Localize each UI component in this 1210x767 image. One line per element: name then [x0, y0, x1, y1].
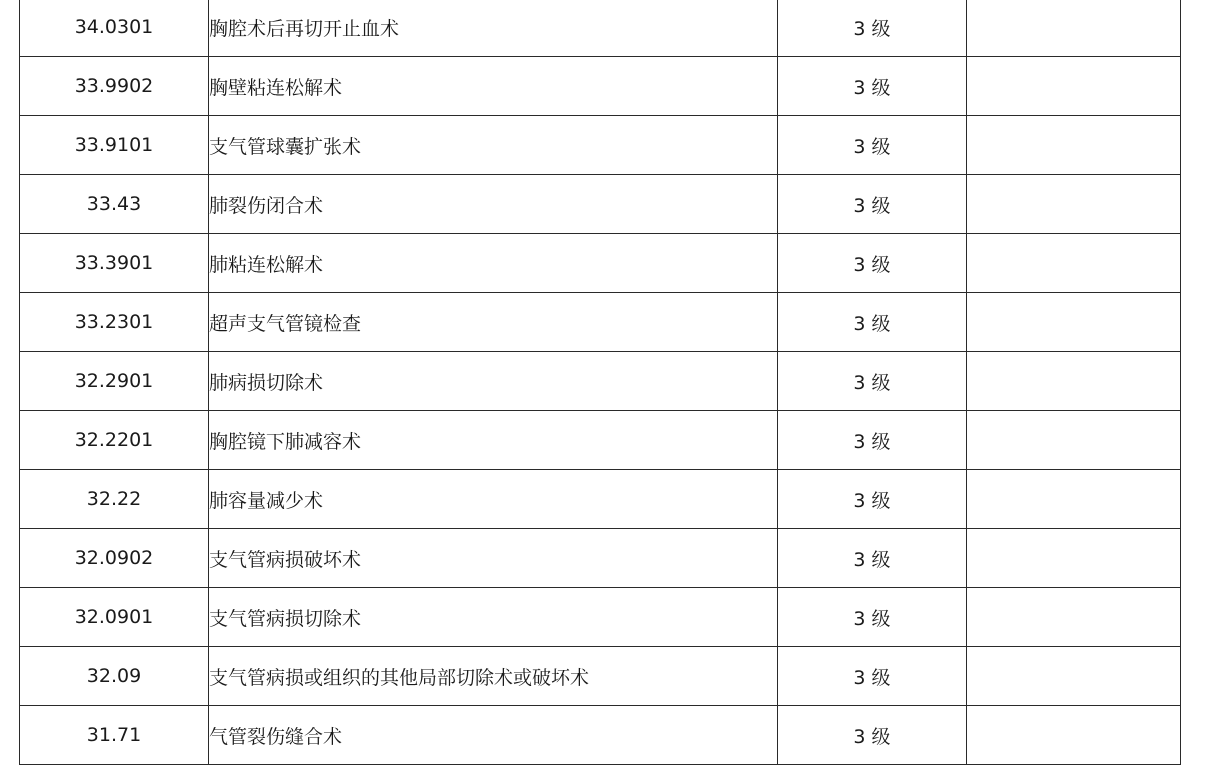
procedure-level-cell: 3 级 [778, 470, 967, 529]
procedure-note-cell [967, 57, 1181, 116]
table-row [20, 588, 1181, 647]
procedure-name-cell: 肺裂伤闭合术 [209, 175, 778, 234]
procedure-code-cell: 33.43 [20, 175, 209, 234]
procedure-note-cell [967, 234, 1181, 293]
procedure-table [19, 0, 1181, 765]
procedure-code-cell: 32.0901 [20, 588, 209, 647]
procedure-note-cell [967, 529, 1181, 588]
procedure-code-cell: 32.22 [20, 470, 209, 529]
procedure-code-cell: 33.9902 [20, 57, 209, 116]
procedure-name-cell: 肺容量减少术 [209, 470, 778, 529]
procedure-level-cell: 3 级 [778, 0, 967, 57]
procedure-note-cell [967, 411, 1181, 470]
procedure-name-cell: 支气管病损破坏术 [209, 529, 778, 588]
procedure-note-cell [967, 175, 1181, 234]
procedure-level-cell: 3 级 [778, 116, 967, 175]
procedure-name-cell: 支气管球囊扩张术 [209, 116, 778, 175]
procedure-code-cell: 32.2901 [20, 352, 209, 411]
procedure-note-cell [967, 647, 1181, 706]
procedure-level-cell: 3 级 [778, 588, 967, 647]
procedure-note-cell [967, 588, 1181, 647]
procedure-name-cell: 气管裂伤缝合术 [209, 706, 778, 765]
procedure-name-cell: 超声支气管镜检查 [209, 293, 778, 352]
procedure-code-cell: 32.0902 [20, 529, 209, 588]
table-row [20, 352, 1181, 411]
procedure-level-cell: 3 级 [778, 175, 967, 234]
table-row [20, 529, 1181, 588]
procedure-name-cell: 支气管病损或组织的其他局部切除术或破坏术 [209, 647, 778, 706]
procedure-level-cell: 3 级 [778, 293, 967, 352]
table-row [20, 116, 1181, 175]
procedure-code-cell: 33.2301 [20, 293, 209, 352]
table-row [20, 293, 1181, 352]
table-row [20, 0, 1181, 57]
procedure-name-cell: 胸腔镜下肺减容术 [209, 411, 778, 470]
procedure-name-cell: 肺粘连松解术 [209, 234, 778, 293]
table-row [20, 470, 1181, 529]
procedure-code-cell: 33.3901 [20, 234, 209, 293]
procedure-level-cell: 3 级 [778, 411, 967, 470]
procedure-table-body [20, 0, 1181, 765]
table-row [20, 57, 1181, 116]
procedure-note-cell [967, 706, 1181, 765]
procedure-code-cell: 31.71 [20, 706, 209, 765]
table-row [20, 175, 1181, 234]
procedure-level-cell: 3 级 [778, 706, 967, 765]
procedure-level-cell: 3 级 [778, 529, 967, 588]
table-row [20, 411, 1181, 470]
procedure-note-cell [967, 470, 1181, 529]
procedure-note-cell [967, 116, 1181, 175]
procedure-note-cell [967, 0, 1181, 57]
procedure-level-cell: 3 级 [778, 647, 967, 706]
procedure-level-cell: 3 级 [778, 352, 967, 411]
procedure-code-cell: 34.0301 [20, 0, 209, 57]
procedure-code-cell: 32.2201 [20, 411, 209, 470]
procedure-name-cell: 支气管病损切除术 [209, 588, 778, 647]
procedure-note-cell [967, 352, 1181, 411]
procedure-name-cell: 肺病损切除术 [209, 352, 778, 411]
procedure-code-cell: 32.09 [20, 647, 209, 706]
procedure-level-cell: 3 级 [778, 234, 967, 293]
procedure-code-cell: 33.9101 [20, 116, 209, 175]
procedure-level-cell: 3 级 [778, 57, 967, 116]
procedure-note-cell [967, 293, 1181, 352]
table-row [20, 706, 1181, 765]
procedure-name-cell: 胸壁粘连松解术 [209, 57, 778, 116]
table-row [20, 647, 1181, 706]
table-row [20, 234, 1181, 293]
procedure-name-cell: 胸腔术后再切开止血术 [209, 0, 778, 57]
